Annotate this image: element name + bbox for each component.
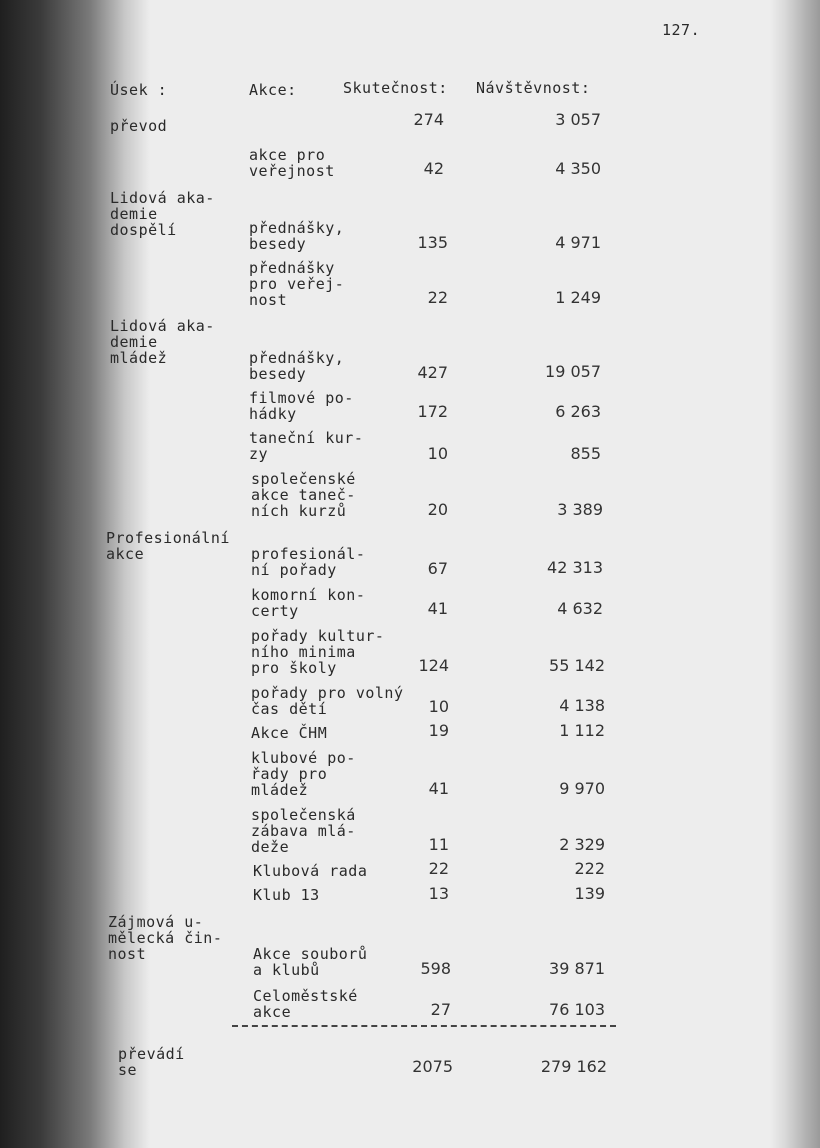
- row-8-navstevnost: 42 313: [547, 558, 603, 577]
- row-4-skutecnost: 427: [417, 363, 448, 382]
- row-12-navstevnost: 1 112: [559, 721, 605, 740]
- row-5-navstevnost: 6 263: [555, 402, 601, 421]
- row-4-akce: přednášky, besedy: [249, 349, 345, 383]
- header-usek: Úsek :: [110, 81, 168, 99]
- row-10-skutecnost: 124: [418, 656, 449, 675]
- row-18-navstevnost: 76 103: [549, 1000, 605, 1019]
- row-13-akce: klubové po- řady pro mládež: [251, 749, 356, 799]
- row-14-skutecnost: 11: [428, 835, 449, 854]
- row-5-akce: filmové po- hádky: [249, 389, 354, 423]
- row-3-akce: přednášky pro veřej- nost: [249, 259, 345, 309]
- row-13-skutecnost: 41: [428, 779, 449, 798]
- row-1-akce: akce pro veřejnost: [249, 146, 335, 180]
- row-4-navstevnost: 19 057: [545, 362, 601, 381]
- row-10-navstevnost: 55 142: [549, 656, 605, 675]
- row-3-skutecnost: 22: [427, 288, 448, 307]
- row-1-navstevnost: 4 350: [555, 159, 601, 178]
- row-6-skutecnost: 10: [427, 444, 448, 463]
- row-8-skutecnost: 67: [427, 559, 448, 578]
- row-13-navstevnost: 9 970: [559, 779, 605, 798]
- header-navstevnost: Návštěvnost:: [476, 79, 591, 97]
- row-6-akce: taneční kur- zy: [249, 429, 364, 463]
- row-14-akce: společenská zábava mlá- deže: [251, 806, 356, 856]
- total-navstevnost: 279 162: [540, 1057, 607, 1076]
- row-18-akce: Celoměstské akce: [253, 987, 358, 1021]
- section-profesionalni-akce: Profesionální akce: [106, 529, 230, 563]
- row-18-skutecnost: 27: [430, 1000, 451, 1019]
- row-11-akce: pořady pro volný čas dětí: [251, 684, 404, 718]
- header-akce: Akce:: [249, 81, 297, 99]
- row-9-skutecnost: 41: [427, 599, 448, 618]
- row-9-navstevnost: 4 632: [557, 599, 603, 618]
- row-2-akce: přednášky, besedy: [249, 219, 345, 253]
- row-7-navstevnost: 3 389: [557, 500, 603, 519]
- book-spine-shadow: [0, 0, 150, 1148]
- row-1-skutecnost: 42: [423, 159, 444, 178]
- row-16-skutecnost: 13: [428, 884, 449, 903]
- page-edge-shadow: [770, 0, 820, 1148]
- row-5-skutecnost: 172: [417, 402, 448, 421]
- row-0-navstevnost: 3 057: [555, 110, 601, 129]
- row-16-navstevnost: 139: [574, 884, 605, 903]
- section-zajmova-umelecka-cinnost: Zájmová u- mělecká čin- nost: [108, 913, 223, 963]
- section-prevod: převod: [110, 117, 168, 135]
- row-7-akce: společenské akce taneč- ních kurzů: [251, 470, 356, 520]
- row-12-skutecnost: 19: [428, 721, 449, 740]
- row-15-akce: Klubová rada: [253, 862, 368, 880]
- header-skutecnost: Skutečnost:: [343, 79, 448, 97]
- row-14-navstevnost: 2 329: [559, 835, 605, 854]
- row-7-skutecnost: 20: [427, 500, 448, 519]
- total-label: převádí se: [118, 1045, 185, 1079]
- row-0-skutecnost: 274: [413, 110, 444, 129]
- total-skutecnost: 2075: [412, 1057, 453, 1076]
- section-lidova-akademie-dospeli: Lidová aka- demie dospělí: [110, 189, 215, 239]
- section-lidova-akademie-mladez: Lidová aka- demie mládež: [110, 317, 215, 367]
- total-separator-line: [232, 1025, 616, 1027]
- row-6-navstevnost: 855: [570, 444, 601, 463]
- row-11-skutecnost: 10: [428, 697, 449, 716]
- row-15-skutecnost: 22: [428, 859, 449, 878]
- row-9-akce: komorní kon- certy: [251, 586, 366, 620]
- row-17-navstevnost: 39 871: [549, 959, 605, 978]
- page-number: 127.: [662, 21, 701, 39]
- row-17-akce: Akce souborů a klubů: [253, 945, 368, 979]
- row-3-navstevnost: 1 249: [555, 288, 601, 307]
- row-10-akce: pořady kultur- ního minima pro školy: [251, 627, 385, 677]
- row-15-navstevnost: 222: [574, 859, 605, 878]
- row-16-akce: Klub 13: [253, 886, 320, 904]
- row-17-skutecnost: 598: [420, 959, 451, 978]
- row-12-akce: Akce ČHM: [251, 724, 328, 742]
- row-2-navstevnost: 4 971: [555, 233, 601, 252]
- row-11-navstevnost: 4 138: [559, 696, 605, 715]
- row-2-skutecnost: 135: [417, 233, 448, 252]
- row-8-akce: profesionál- ní pořady: [251, 545, 366, 579]
